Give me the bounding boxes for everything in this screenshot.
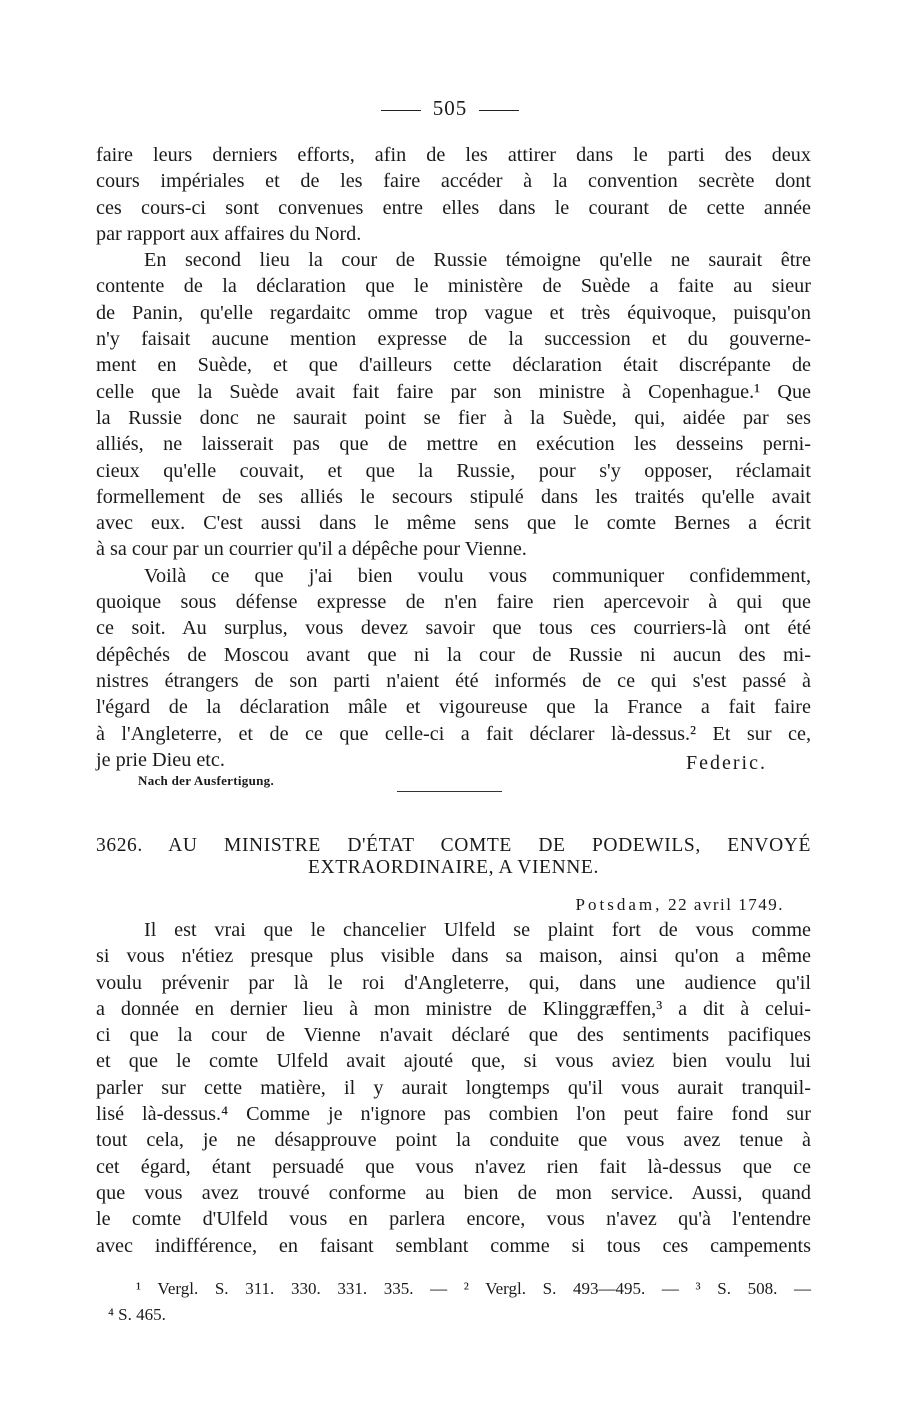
section-divider [397, 791, 502, 792]
text-line: avec eux. C'est aussi dans le même sens que le comte Bernes a écrit [96, 512, 811, 535]
dateline-place: Potsdam, [575, 895, 663, 914]
text-line: alliés, ne laisserait pas que de mettre en exécution les desseins perni- [96, 433, 811, 456]
page-number: 505 [432, 96, 468, 120]
letter-heading-line1: 3626. AU MINISTRE D'ÉTAT COMTE DE PODEWILS, ENVOYÉ [96, 835, 811, 856]
text-line: a donnée en dernier lieu à mon ministre de Klinggræffen,³ a dit à celui- [96, 997, 811, 1020]
text-line: ment en Suède, et que d'ailleurs cette déclaration était discrépante de [96, 354, 811, 377]
text-line: voulu prévenir par là le roi d'Angleterre, qui, dans une audience qu'il [96, 971, 811, 994]
text-line: ci que la cour de Vienne n'avait déclaré que des sentiments pacifiques [96, 1024, 811, 1047]
text-line: tout cela, je ne désapprouve point la conduite que vous avez tenue à [96, 1129, 811, 1152]
letter-heading [96, 835, 811, 879]
signature: Federic. [686, 752, 767, 774]
text-line: celle que la Suède avait fait faire par son ministre à Copenhague.¹ Que [96, 380, 811, 403]
text-line: le comte d'Ulfeld vous en parlera encore, vous n'avez qu'à l'entendre [96, 1208, 811, 1231]
text-line: je prie Dieu etc. [96, 748, 225, 771]
source-note: Nach der Ausfertigung. [138, 773, 275, 788]
dateline-date: 22 avril 1749. [668, 895, 784, 914]
footnotes [96, 1276, 811, 1328]
text-line: par rapport aux affaires du Nord. [96, 222, 362, 245]
text-line: n'y faisait aucune mention expresse de la succession et du gouverne- [96, 328, 811, 351]
text-line: quoique sous défense expresse de n'en faire rien apercevoir à qui que [96, 591, 811, 614]
text-line: dépêchés de Moscou avant que ni la cour de Russie ni aucun des mi- [96, 643, 811, 666]
text-line: cours impériales et de les faire accéder à la convention secrète dont [96, 170, 811, 193]
text-line: de Panin, qu'elle regardaitc omme trop vague et très équivoque, puisqu'on [96, 301, 811, 324]
text-line: cet égard, étant persuadé que vous n'avez rien fait là-dessus que ce [96, 1155, 811, 1178]
text-line: cieux qu'elle couvait, et que la Russie, pour s'y opposer, réclamait [96, 459, 811, 482]
text-line: parler sur cette matière, il y aurait longtemps qu'il vous aurait tranquil- [96, 1076, 811, 1099]
text-line: ce soit. Au surplus, vous devez savoir que tous ces courriers-là ont été [96, 617, 811, 640]
text-line: Il est vrai que le chancelier Ulfeld se plaint fort de vous comme [144, 919, 811, 941]
body-text-letter [96, 917, 811, 1259]
text-line: ces cours-ci sont convenues entre elles dans le courant de cette année [96, 196, 811, 219]
text-line: si vous n'étiez presque plus visible dans sa maison, ainsi qu'on a même [96, 945, 811, 968]
footnote-line: ¹ Vergl. S. 311. 330. 331. 335. — ² Vergl. S. 493—495. — ³ S. 508. — [136, 1279, 811, 1298]
letter-heading-line2: EXTRAORDINAIRE, A VIENNE. [308, 857, 599, 878]
text-line: En second lieu la cour de Russie témoigne qu'elle ne saurait être [144, 249, 811, 272]
text-line: l'égard de la déclaration mâle et vigoureuse que la France a fait faire [96, 696, 811, 719]
text-line: faire leurs derniers efforts, afin de les attirer dans le parti des deux [96, 144, 811, 166]
dateline [576, 895, 784, 915]
text-line: la Russie donc ne saurait point se fier à la Suède, qui, aidée par ses [96, 406, 811, 429]
text-line: à l'Angleterre, et de ce que celle-ci a fait déclarer là-dessus.² Et sur ce, [96, 722, 811, 745]
text-line: contente de la déclaration que le ministère de Suède a faite au sieur [96, 275, 811, 298]
header-dash-left [381, 110, 421, 111]
body-text-top [96, 142, 811, 773]
text-line: nistres étrangers de son parti n'aient été informés de ce qui s'est passé à [96, 669, 811, 692]
footnote-line: ⁴ S. 465. [108, 1305, 166, 1324]
text-line: que vous avez trouvé conforme au bien de mon service. Aussi, quand [96, 1181, 811, 1204]
text-line: et que le comte Ulfeld avait ajouté que, si vous aviez bien voulu lui [96, 1050, 811, 1073]
text-line: lisé là-dessus.⁴ Comme je n'ignore pas combien l'on peut faire fond sur [96, 1103, 811, 1126]
text-line: Voilà ce que j'ai bien voulu vous communiquer confidemment, [144, 564, 811, 587]
header-dash-right [479, 110, 519, 111]
text-line: formellement de ses alliés le secours stipulé dans les traités qu'elle avait [96, 485, 811, 508]
text-line: à sa cour par un courrier qu'il a dépêche pour Vienne. [96, 538, 527, 561]
page-header [0, 96, 900, 121]
text-line: avec indifférence, en faisant semblant comme si tous ces campements [96, 1234, 811, 1257]
